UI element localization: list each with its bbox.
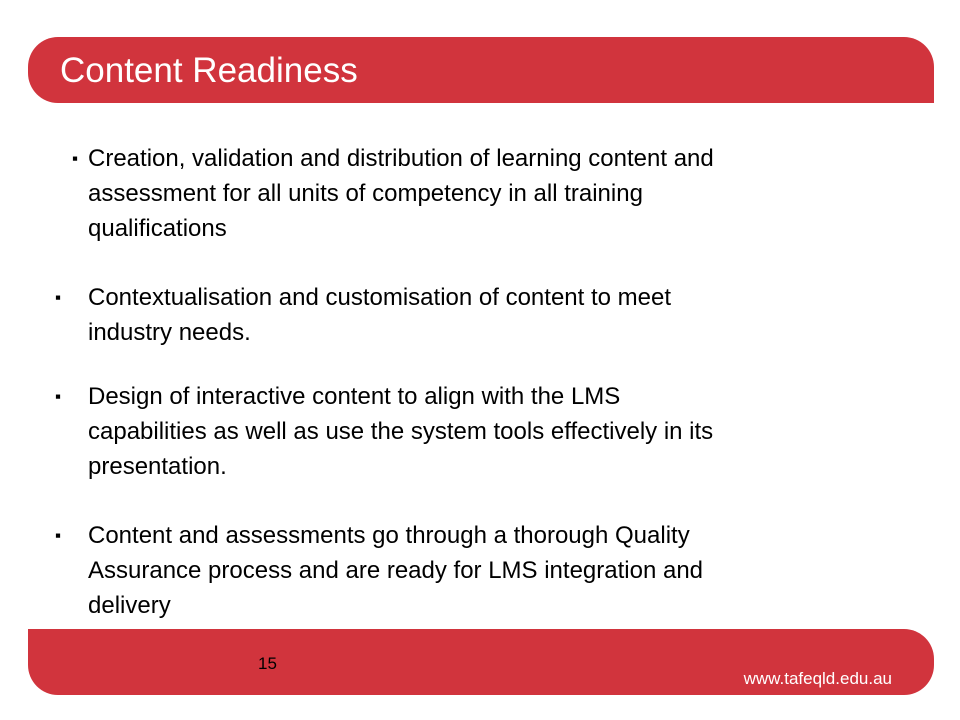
bullet-marker: ▪	[55, 387, 62, 406]
footer-url[interactable]: www.tafeqld.edu.au	[743, 669, 892, 688]
bullet-text: Creation, validation and distribution of learning content and assessment for all units of competency in all training qualifications	[88, 145, 714, 242]
slide-title: Content Readiness	[60, 51, 358, 90]
bullet-marker: ▪	[72, 149, 79, 168]
bullet-marker: ▪	[55, 526, 62, 545]
page-number: 15	[258, 654, 277, 673]
bullet-marker: ▪	[55, 288, 62, 307]
bullet-text: Content and assessments go through a thorough Quality Assurance process and are ready for LMS integration and delivery	[88, 522, 704, 619]
bullet-text: Design of interactive content to align with the LMS capabilities as well as use the system tools effectively in its presentation.	[88, 383, 714, 480]
bullet-text: Contextualisation and customisation of content to meet industry needs.	[88, 284, 672, 346]
